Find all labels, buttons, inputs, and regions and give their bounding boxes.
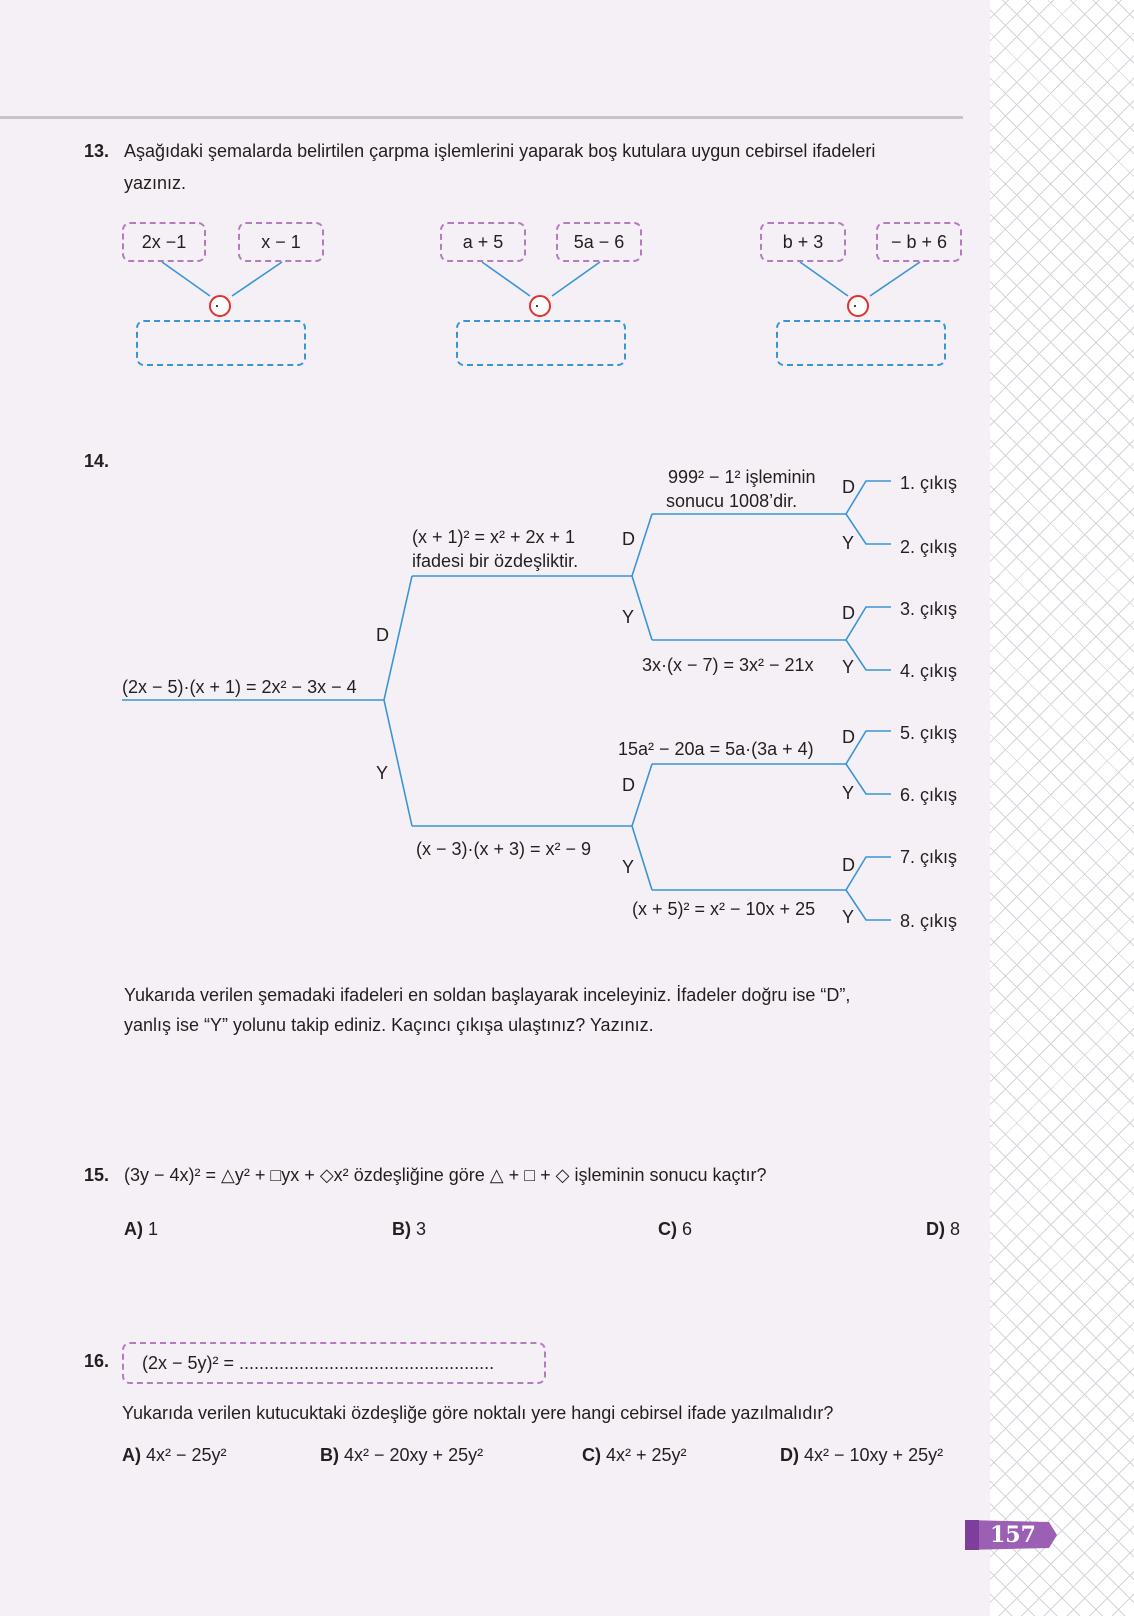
square-icon: □ xyxy=(270,1165,282,1185)
leaf-d-1: D xyxy=(842,477,855,497)
q13-text-cont: yazınız. xyxy=(124,173,187,193)
q15-mid: özdeşliğine göre xyxy=(353,1165,485,1185)
exit-5: 5. çıkış xyxy=(900,723,958,743)
exit-8: 8. çıkış xyxy=(900,911,958,931)
upper-statement-cont: ifadesi bir özdeşliktir. xyxy=(412,551,579,571)
upper-statement: (x + 1)² = x² + 2x + 1 xyxy=(412,527,576,547)
branch-y-label: Y xyxy=(376,763,389,783)
diamond-icon: ◇ xyxy=(319,1165,334,1185)
q15-option-c[interactable]: C) 6 xyxy=(658,1219,693,1239)
multiply-dot-3: · xyxy=(852,295,858,315)
lu-statement: 15a² − 20a = 5a·(3a + 4) xyxy=(618,739,814,759)
multiply-dot-2: · xyxy=(534,295,540,315)
q15-option-b[interactable]: B) 3 xyxy=(392,1219,427,1239)
q16-option-d[interactable]: D) 4x² − 10xy + 25y² xyxy=(780,1445,944,1465)
q14-number: 14. xyxy=(84,451,110,471)
factor-box-3b: − b + 6 xyxy=(876,222,962,262)
start-statement: (2x − 5)·(x + 1) = 2x² − 3x − 4 xyxy=(122,677,357,697)
ul-statement: 3x·(x − 7) = 3x² − 21x xyxy=(642,655,814,675)
q14-instruction: Yukarıda verilen şemadaki ifadeleri en soldan başlayarak inceleyiniz. İfadeler doğru ise “D”, xyxy=(124,985,851,1005)
factor-box-3a: b + 3 xyxy=(760,222,846,262)
leaf-d-3: D xyxy=(842,603,855,623)
q15-term2: yx + xyxy=(281,1165,315,1185)
exit-2: 2. çıkış xyxy=(900,537,958,557)
q15-number: 15. xyxy=(84,1165,110,1185)
q15-tail: işleminin sonucu kaçtır? xyxy=(574,1165,767,1185)
upper-d-label: D xyxy=(622,529,635,549)
q13-text: Aşağıdaki şemalarda belirtilen çarpma işlemlerini yaparak boş kutulara uygun cebirsel ifadeleri xyxy=(124,141,876,161)
leaf-y-4: Y xyxy=(842,657,855,677)
lower-statement: (x − 3)·(x + 3) = x² − 9 xyxy=(416,839,592,859)
page-number: 157 xyxy=(990,1522,1036,1548)
factor-box-1a: 2x −1 xyxy=(122,222,206,262)
q15-plus: + xyxy=(540,1165,551,1185)
exit-3: 3. çıkış xyxy=(900,599,958,619)
q15-term3: x² xyxy=(333,1165,349,1185)
factor-box-2a: a + 5 xyxy=(440,222,526,262)
q15-plus: + xyxy=(508,1165,520,1185)
factor-box-2b: 5a − 6 xyxy=(556,222,642,262)
q16-question: Yukarıda verilen kutucuktaki özdeşliğe göre noktalı yere hangi cebirsel ifade yazılmalıdır? xyxy=(122,1403,834,1423)
q16-option-a[interactable]: A) 4x² − 25y² xyxy=(122,1445,227,1465)
lower-y-label: Y xyxy=(622,857,635,877)
diamond-icon: ◇ xyxy=(555,1165,570,1185)
q13-number: 13. xyxy=(84,141,110,161)
exit-6: 6. çıkış xyxy=(900,785,958,805)
uu-statement: 999² − 1² işleminin xyxy=(668,467,816,487)
leaf-d-5: D xyxy=(842,727,855,747)
q15-option-a[interactable]: A) 1 xyxy=(124,1219,159,1239)
q16-number: 16. xyxy=(84,1351,110,1371)
leaf-y-2: Y xyxy=(842,533,855,553)
multiply-dot-1: · xyxy=(214,295,220,315)
uu-statement-cont: sonucu 1008’dir. xyxy=(666,491,798,511)
lower-d-label: D xyxy=(622,775,635,795)
factor-box-1b: x − 1 xyxy=(238,222,324,262)
branch-d-label: D xyxy=(376,625,389,645)
leaf-y-6: Y xyxy=(842,783,855,803)
exit-1: 1. çıkış xyxy=(900,473,958,493)
leaf-y-8: Y xyxy=(842,907,855,927)
leaf-d-7: D xyxy=(842,855,855,875)
q16-option-b[interactable]: B) 4x² − 20xy + 25y² xyxy=(320,1445,484,1465)
triangle-icon: △ xyxy=(221,1165,235,1185)
upper-y-label: Y xyxy=(622,607,635,627)
q15-term1: y² + xyxy=(234,1165,266,1185)
q16-identity-box: (2x − 5y)² = ................................................... xyxy=(122,1342,546,1384)
q15-lhs: (3y − 4x)² = xyxy=(124,1165,217,1185)
q16-option-c[interactable]: C) 4x² + 25y² xyxy=(582,1445,687,1465)
ll-statement: (x + 5)² = x² − 10x + 25 xyxy=(632,899,816,919)
q15-option-d[interactable]: D) 8 xyxy=(926,1219,961,1239)
exit-4: 4. çıkış xyxy=(900,661,958,681)
q15-question xyxy=(124,1164,767,1186)
triangle-icon: △ xyxy=(489,1165,504,1185)
square-icon: □ xyxy=(524,1165,536,1185)
q14-instruction-cont: yanlış ise “Y” yolunu takip ediniz. Kaçıncı çıkışa ulaştınız? Yazınız. xyxy=(124,1015,654,1035)
exit-7: 7. çıkış xyxy=(900,847,958,867)
